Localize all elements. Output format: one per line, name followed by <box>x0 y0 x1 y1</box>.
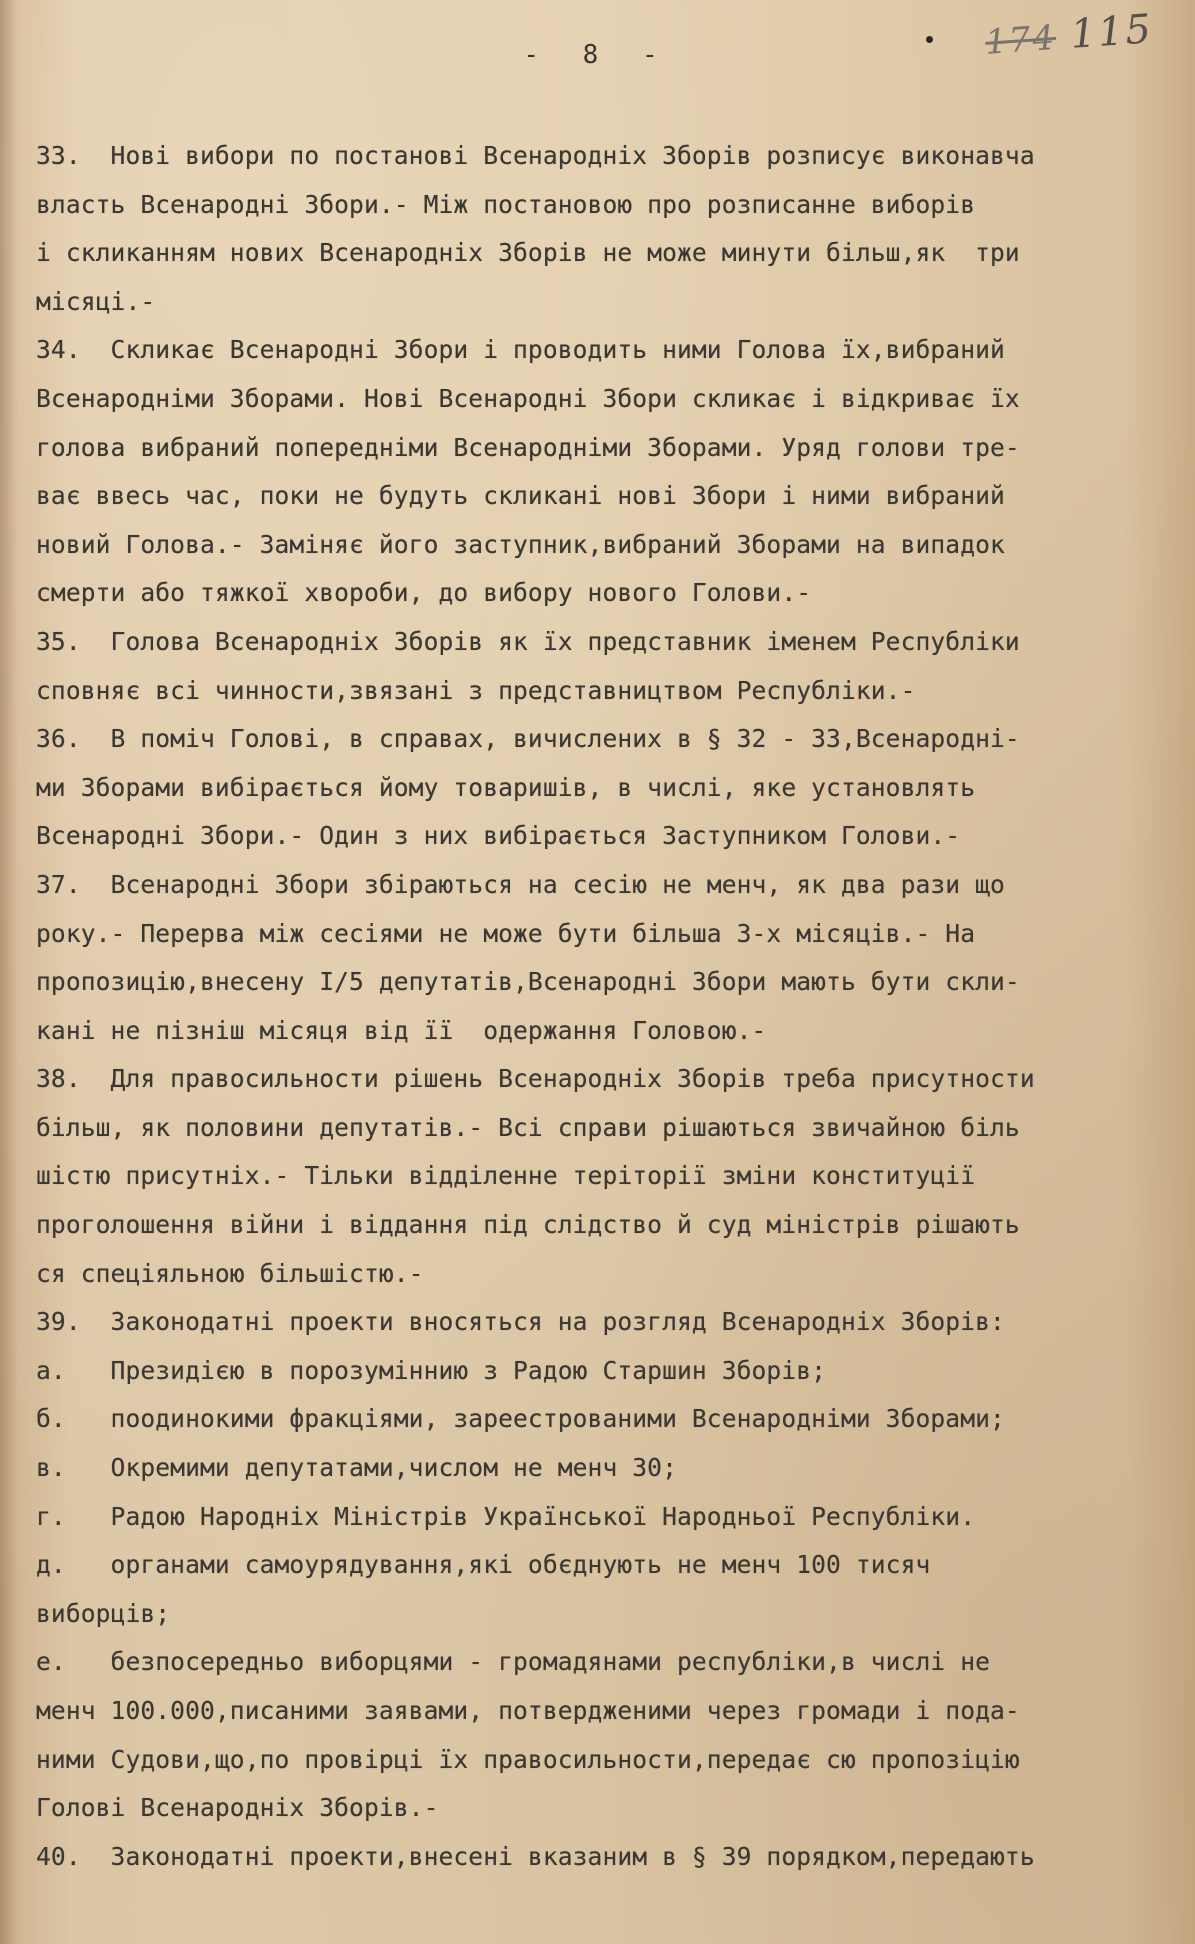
text-line: новий Голова.- Заміняє його заступник,вибраний Зборами на випадок <box>36 529 1005 559</box>
text-line: року.- Перерва між сесіями не може бути більша 3-х місяців.- На <box>36 918 976 948</box>
archive-number-old: 174 <box>983 17 1058 63</box>
text-line: ває ввесь час, поки не будуть скликані нові Збори і ними вибраний <box>36 481 1005 511</box>
text-line: б. поодинокими фракціями, зареестрованими Всенародніми Зборами; <box>36 1404 1005 1434</box>
text-line: Голові Всенародніх Зборів.- <box>36 1793 439 1823</box>
text-line: менч 100.000,писаними заявами, потвердженими через громади і пода- <box>36 1696 1020 1725</box>
text-line: кані не пізніш місяця від її одержання Головою.- <box>36 1015 767 1045</box>
text-line: місяці.- <box>36 286 156 316</box>
text-line: д. органами самоурядування,які обєднують не менч 100 тисяч <box>36 1550 931 1580</box>
text-line: 40. Законодатні проекти,внесені вказаним в § 39 порядком,передають <box>36 1841 1035 1871</box>
text-line: г. Радою Народніх Міністрів Української Народньої Республіки. <box>36 1501 976 1531</box>
text-line: ся спеціяльною більшістю.- <box>36 1258 424 1288</box>
text-line: 37. Всенародні Збори збіраються на сесію не менч, як два рази що <box>36 869 1005 899</box>
text-line: 38. Для правосильности рішень Всенародніх Зборів треба присутности <box>36 1064 1035 1094</box>
text-line: Всенародні Збори.- Один з них вибірається Заступником Голови.- <box>36 821 961 851</box>
text-line: смерти або тяжкої хвороби, до вибору нового Голови.- <box>36 578 812 608</box>
text-line: більш, як половини депутатів.- Всі справи рішаються звичайною біль <box>36 1112 1020 1142</box>
text-line: е. безпосередньо виборцями - громадянами республіки,в числі не <box>36 1647 991 1677</box>
text-line: і скликанням нових Всенародніх Зборів не може минути більш,як три <box>36 238 1020 268</box>
typewritten-text <box>36 132 1146 1881</box>
text-line: голова вибраний попередніми Всенародніми Зборами. Уряд голови тре- <box>36 432 1020 462</box>
text-line: 35. Голова Всенародніх Зборів як їх представник іменем Республіки <box>36 626 1020 656</box>
text-line: ними Судови,що,по провірці їх правосильности,передає сю пропозіцію <box>36 1744 1020 1774</box>
text-line: сповняє всі чинности,звязані з представництвом Республіки.- <box>36 675 916 705</box>
page-number: - 8 - <box>523 40 672 70</box>
text-line: пропозицію,внесену I/5 депутатів,Всенародні Збори мають бути скли- <box>36 967 1020 997</box>
text-line: шістю присутніх.- Тільки відділенне теріторії зміни конституції <box>36 1161 976 1191</box>
text-line: Всенародніми Зборами. Нові Всенародні Збори скликає і відкриває їх <box>36 383 1020 413</box>
text-line: виборців; <box>36 1598 171 1628</box>
text-line: власть Всенародні Збори.- Між постановою про розписанне виборів <box>36 189 976 219</box>
text-line: 33. Нові вибори по постанові Всенародніх Зборів розписує виконавча <box>36 141 1035 170</box>
text-line: 39. Законодатні проекти вносяться на розгляд Всенародніх Зборів: <box>36 1307 1005 1337</box>
text-line: ми Зборами вибірається йому товаришів, в числі, яке установлять <box>36 772 976 802</box>
archive-number-new: 115 <box>1069 6 1155 58</box>
text-line: проголошення війни і віддання під слідство й суд міністрів рішають <box>36 1210 1020 1240</box>
text-line: 34. Скликає Всенародні Збори і проводить ними Голова їх,вибраний <box>36 335 1005 365</box>
text-line: 36. В поміч Голові, в справах, вичислених в § 32 - 33,Всенародні- <box>36 724 1020 754</box>
ink-dot <box>926 36 933 43</box>
text-line: в. Окремими депутатами,числом не менч 30; <box>36 1453 677 1483</box>
text-line: а. Президією в порозуміннию з Радою Старшин Зборів; <box>36 1355 827 1385</box>
page-edge-shadow <box>0 0 18 1944</box>
